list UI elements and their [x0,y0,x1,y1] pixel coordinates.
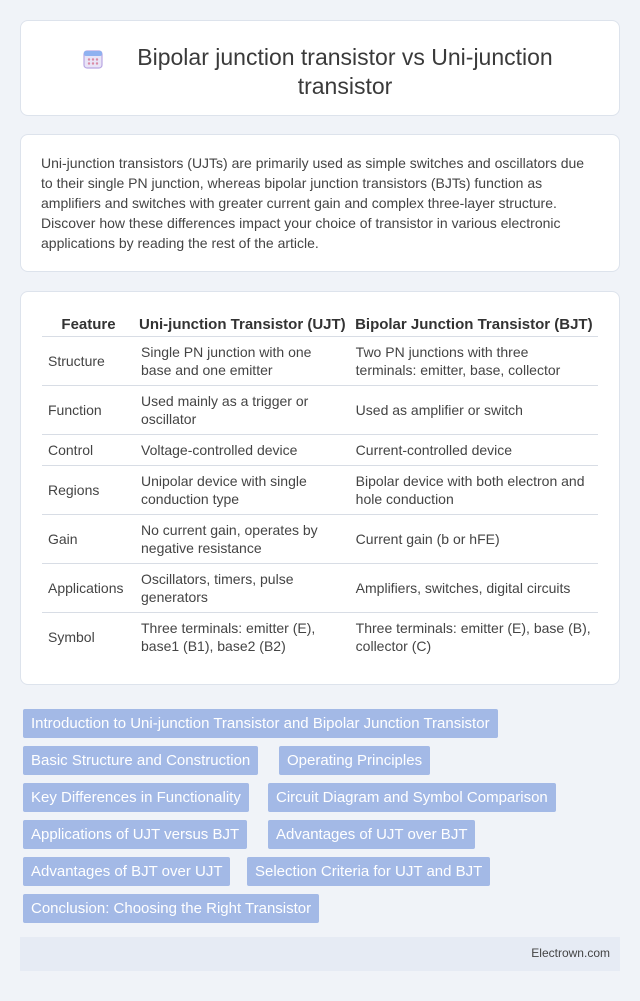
header-bjt: Bipolar Junction Transistor (BJT) [355,316,593,334]
row-bjt: Used as amplifier or switch [350,385,598,434]
table-row [42,385,598,434]
row-bjt: Two PN junctions with three terminals: emitter, base, collector [350,336,598,385]
topic-link-operating-principles[interactable]: Operating Principles [279,746,430,775]
row-feature: Symbol [42,612,135,661]
row-feature: Applications [42,563,135,612]
header-feature: Feature [61,316,116,334]
topic-link-advantages-bjt[interactable]: Advantages of BJT over UJT [23,857,230,886]
row-bjt: Current gain (b or hFE) [350,514,598,563]
page-title: Bipolar junction transistor vs Uni-junction transistor [137,44,553,99]
row-bjt: Bipolar device with both electron and hole conduction [350,465,598,514]
intro-card [20,134,620,272]
topic-link-selection-criteria[interactable]: Selection Criteria for UJT and BJT [247,857,490,886]
intro-paragraph: Uni-junction transistors (UJTs) are primarily used as simple switches and oscillators due to their single PN junction, whereas bipolar junction transistors (BJTs) function as amplifiers and switches with greater current gain and complex three-layer structure. Discover how these differences impact your choice of transistor in various electronic applications by reading the rest of the article. [41,155,585,251]
row-ujt: No current gain, operates by negative resistance [135,514,350,563]
table-row [42,434,598,465]
table-row [42,336,598,385]
table-header-row [42,314,598,336]
header-card [20,20,620,116]
comparison-table [42,314,598,661]
footer [20,937,620,971]
row-ujt: Unipolar device with single conduction type [135,465,350,514]
topic-link-applications[interactable]: Applications of UJT versus BJT [23,820,247,849]
row-ujt: Oscillators, timers, pulse generators [135,563,350,612]
table-row [42,563,598,612]
row-bjt: Current-controlled device [350,434,598,465]
row-ujt: Voltage-controlled device [135,434,350,465]
comparison-table-card [20,291,620,685]
topic-link-key-differences[interactable]: Key Differences in Functionality [23,783,249,812]
table-row [42,465,598,514]
row-bjt: Three terminals: emitter (E), base (B), collector (C) [350,612,598,661]
table-row [42,612,598,661]
topic-link-structure[interactable]: Basic Structure and Construction [23,746,258,775]
row-ujt: Single PN junction with one base and one emitter [135,336,350,385]
footer-brand: Electrown.com [531,946,610,960]
row-ujt: Three terminals: emitter (E), base1 (B1), base2 (B2) [135,612,350,661]
header-ujt: Uni-junction Transistor (UJT) [139,316,346,334]
row-feature: Gain [42,514,135,563]
table-row [42,514,598,563]
topic-link-introduction[interactable]: Introduction to Uni-junction Transistor and Bipolar Junction Transistor [23,709,498,738]
row-feature: Structure [42,336,135,385]
row-feature: Function [42,385,135,434]
row-feature: Regions [42,465,135,514]
row-bjt: Amplifiers, switches, digital circuits [350,563,598,612]
topic-link-advantages-ujt[interactable]: Advantages of UJT over BJT [268,820,475,849]
topic-link-conclusion[interactable]: Conclusion: Choosing the Right Transistor [23,894,319,923]
row-ujt: Used mainly as a trigger or oscillator [135,385,350,434]
row-feature: Control [42,434,135,465]
topic-link-circuit-diagram[interactable]: Circuit Diagram and Symbol Comparison [268,783,556,812]
